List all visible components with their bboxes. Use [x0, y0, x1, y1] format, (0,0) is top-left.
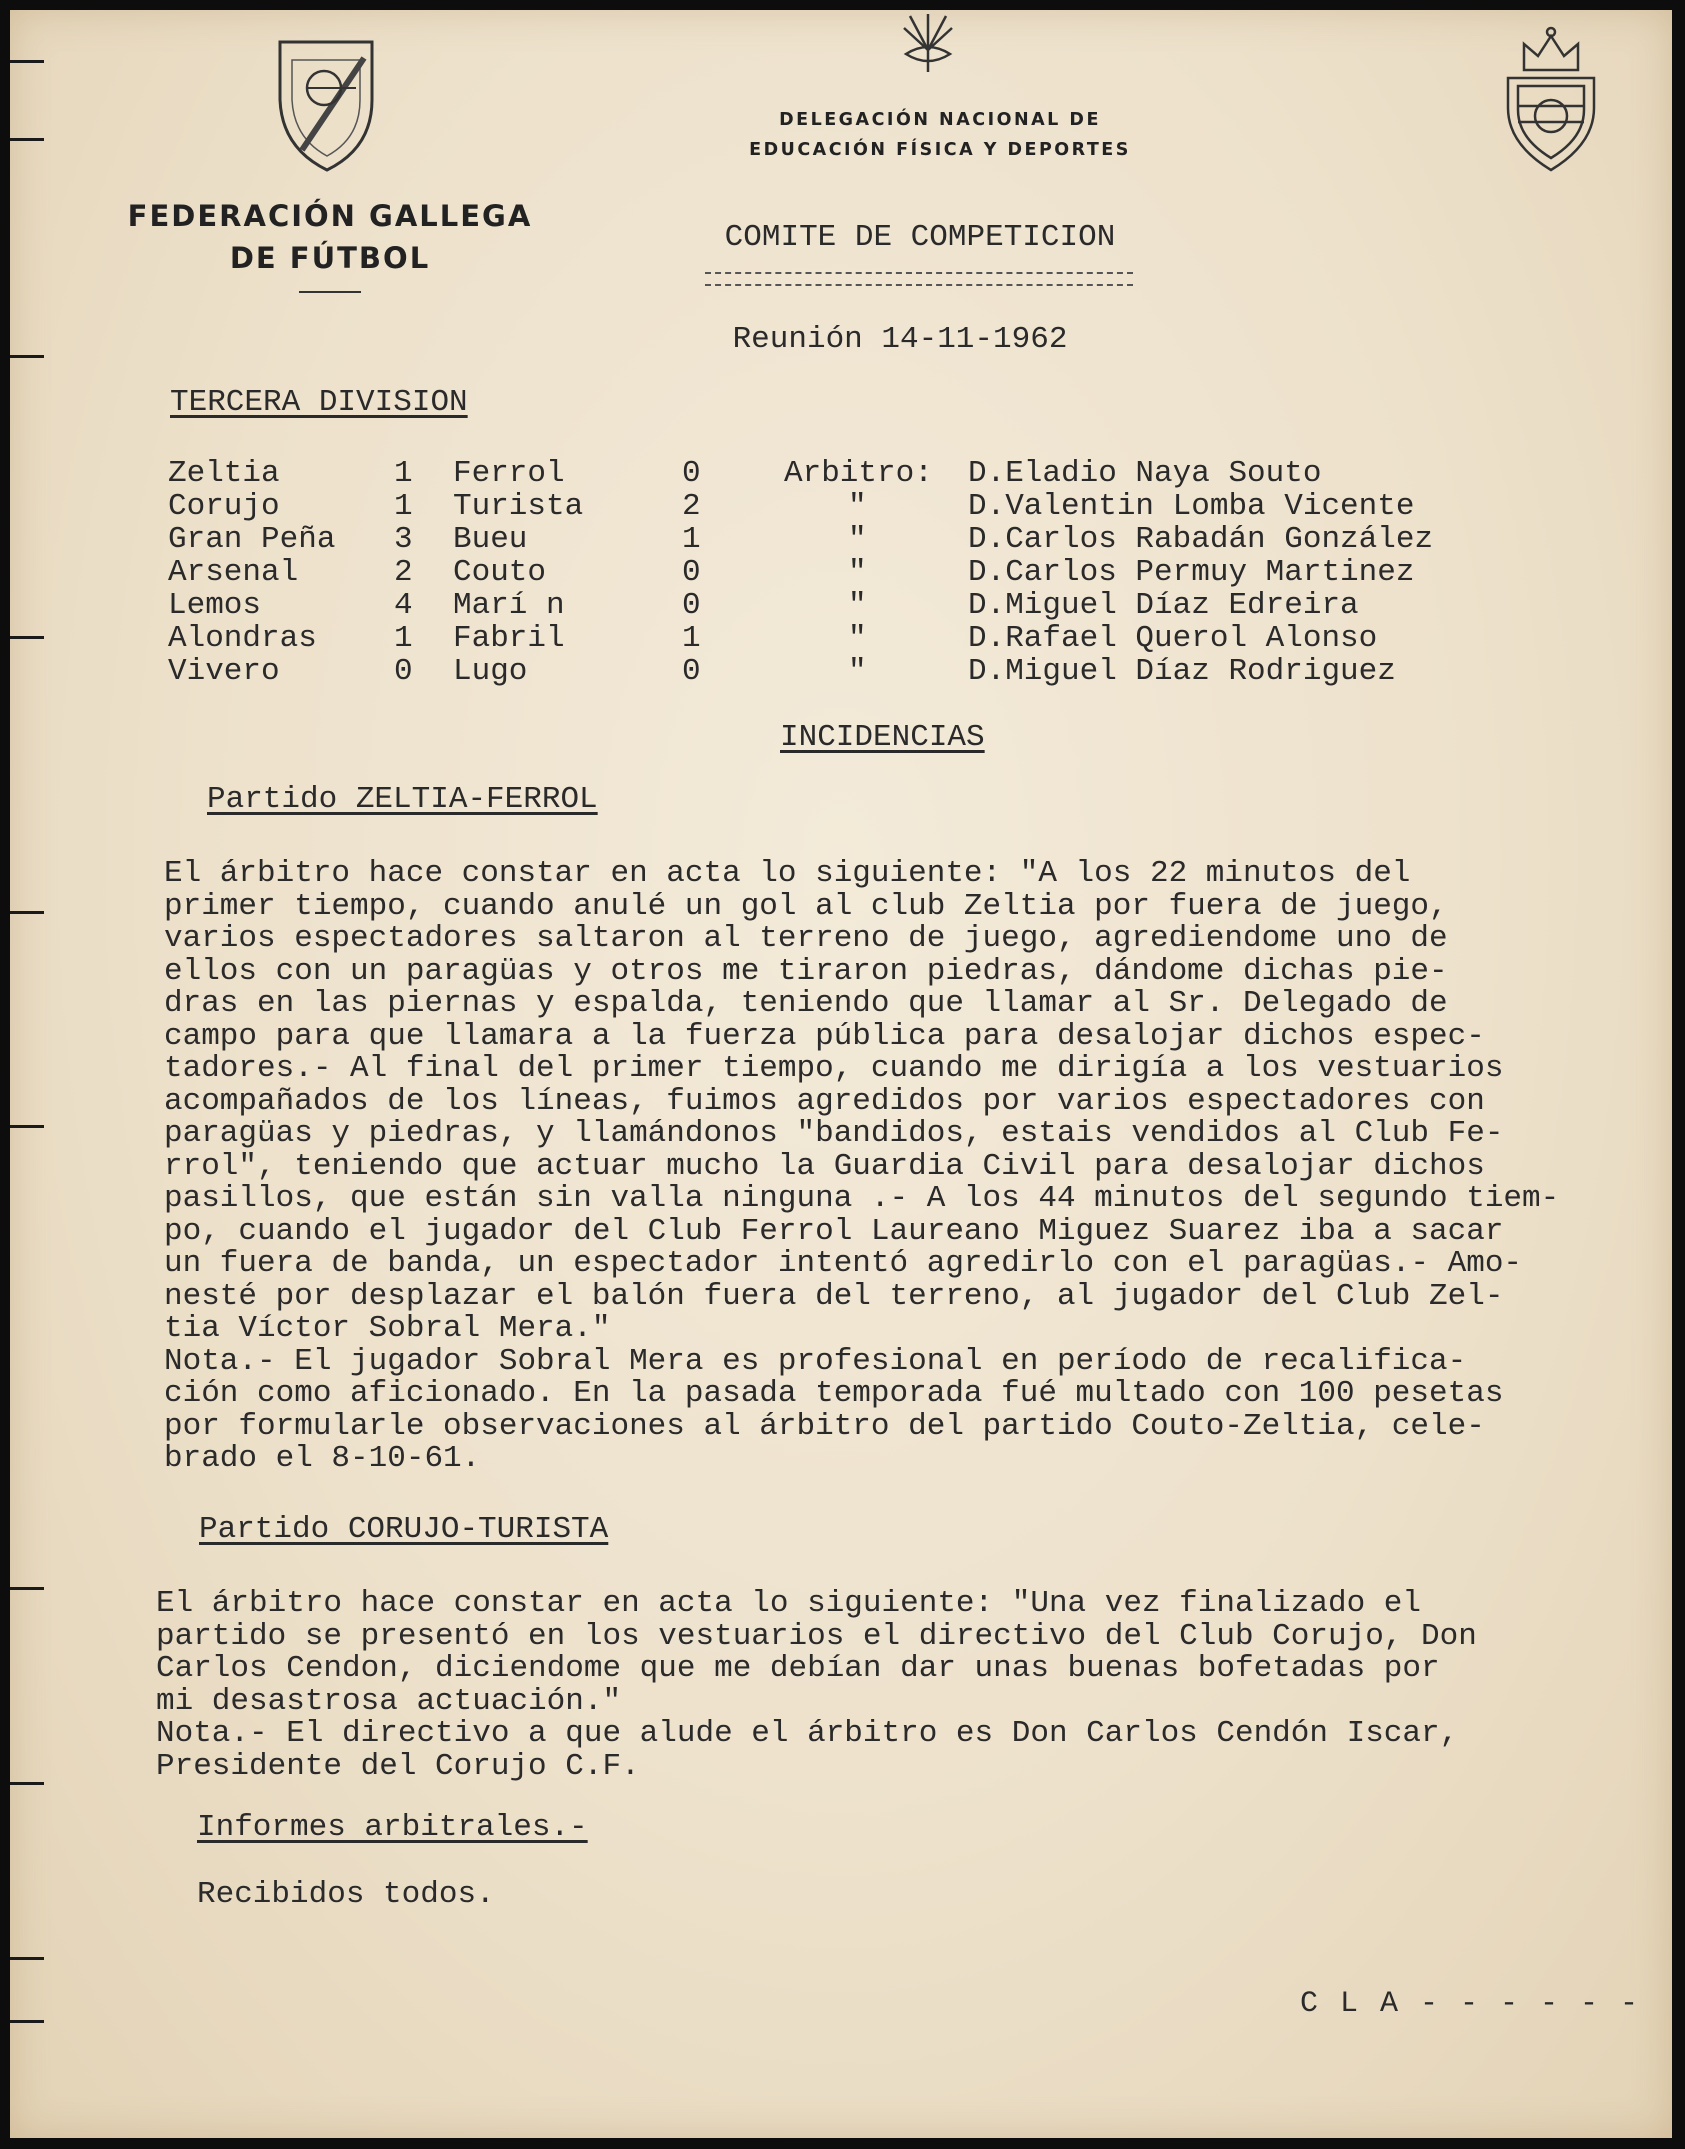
document-page: [10, 10, 1672, 2138]
report-line: brado el 8-10-61.: [164, 1441, 481, 1476]
footer-code: C L A - - - - - -: [1300, 1987, 1641, 2021]
federation-name: [120, 195, 540, 293]
home-team: Gran Peña: [168, 522, 336, 557]
result-row: [168, 621, 1378, 656]
binder-mark: [10, 1782, 44, 1785]
result-row: [168, 588, 1359, 623]
referee-name: D.Miguel Díaz Rodriguez: [968, 654, 1396, 689]
home-team: Alondras: [168, 621, 317, 656]
binder-mark: [10, 1957, 44, 1960]
referee-ditto: ": [848, 555, 867, 590]
report-line: campo para que llamara a la fuerza pública para desalojar dichos espec-: [164, 1018, 1485, 1054]
away-team: Marí n: [453, 588, 565, 623]
referee-ditto: ": [848, 654, 867, 689]
away-team: Ferrol: [453, 456, 565, 491]
away-team: Fabril: [453, 621, 565, 656]
report-line: por formularle observaciones al árbitro del partido Couto-Zeltia, cele-: [164, 1408, 1485, 1444]
yoke-arrows-emblem-icon: [898, 10, 958, 80]
referee-name: D.Carlos Rabadán González: [968, 522, 1434, 557]
away-score: 0: [682, 588, 701, 623]
report-line: rrol", teniendo que actuar mucho la Guardia Civil para desalojar dichos: [164, 1148, 1485, 1184]
referee-ditto: ": [848, 588, 867, 623]
referee-ditto: ": [848, 621, 867, 656]
incidents-title: INCIDENCIAS: [780, 720, 985, 755]
referee-reports-text: Recibidos todos.: [197, 1877, 495, 1912]
home-team: Lemos: [168, 588, 262, 623]
away-team: Couto: [453, 555, 547, 590]
report-line: tadores.- Al final del primer tiempo, cuando me dirigía a los vestuarios: [164, 1051, 1504, 1086]
referee-reports-title: Informes arbitrales.-: [197, 1810, 588, 1845]
home-score: 4: [394, 588, 413, 623]
report-line: nesté por desplazar el balón fuera del terreno, al jugador del Club Zel-: [164, 1278, 1504, 1314]
delegation-line1: DELEGACIÓN NACIONAL DE: [779, 110, 1101, 130]
home-team: Vivero: [168, 654, 280, 689]
report-line: Nota.- El jugador Sobral Mera es profesional en período de recalifica-: [164, 1343, 1467, 1379]
home-score: 3: [394, 522, 413, 557]
match1-title: Partido ZELTIA-FERROL: [207, 782, 598, 817]
report-line: Presidente del Corujo C.F.: [156, 1748, 640, 1784]
binder-mark: [10, 911, 44, 914]
result-row: [168, 489, 1415, 524]
report-line: un fuera de banda, un espectador intentó agredirlo con el paragüas.- Amo-: [164, 1246, 1523, 1281]
referee-label: Arbitro:: [784, 456, 933, 491]
referee-ditto: ": [848, 489, 867, 524]
result-row: [168, 456, 1322, 491]
report-line: pasillos, que están sin valla ninguna .- A los 44 minutos del segundo tiem-: [164, 1181, 1560, 1216]
referee-ditto: ": [848, 522, 867, 557]
away-score: 2: [682, 489, 701, 524]
result-row: [168, 654, 1396, 689]
binder-mark: [10, 1125, 44, 1128]
report-line: Carlos Cendon, diciendome que me debían dar unas buenas bofetadas por: [156, 1651, 1440, 1686]
home-team: Zeltia: [168, 456, 280, 491]
report-line: po, cuando el jugador del Club Ferrol Laureano Miguez Suarez iba a sacar: [164, 1213, 1504, 1249]
away-score: 0: [682, 456, 701, 491]
referee-name: D.Carlos Permuy Martinez: [968, 555, 1415, 590]
referee-name: D.Rafael Querol Alonso: [968, 621, 1378, 656]
away-score: 0: [682, 555, 701, 590]
away-team: Turista: [453, 489, 584, 524]
report-line: acompañados de los líneas, fuimos agredidos por varios espectadores con: [164, 1083, 1485, 1119]
match2-title: Partido CORUJO-TURISTA: [199, 1512, 609, 1547]
report-line: primer tiempo, cuando anulé un gol al club Zeltia por fuera de juego,: [164, 888, 1448, 924]
title-double-rule: [705, 272, 1133, 286]
referee-name: D.Valentin Lomba Vicente: [968, 489, 1415, 524]
binder-mark: [10, 138, 44, 141]
report-line: ellos con un paragüas y otros me tiraron piedras, dándome dichas pie-: [164, 953, 1448, 989]
home-score: 1: [394, 456, 413, 491]
federation-name-line2: DE FÚTBOL: [229, 241, 431, 275]
report-line: partido se presentó en los vestuarios el directivo del Club Corujo, Don: [156, 1618, 1477, 1654]
report-line: tia Víctor Sobral Mera.": [164, 1311, 611, 1346]
report-line: El árbitro hace constar en acta lo siguiente: "Una vez finalizado el: [156, 1586, 1422, 1621]
match1-report: [164, 858, 1654, 1476]
away-team: Lugo: [453, 654, 528, 689]
result-row: [168, 522, 1434, 557]
referee-name: D.Miguel Díaz Edreira: [968, 588, 1359, 623]
home-score: 2: [394, 555, 413, 590]
report-line: ción como aficionado. En la pasada temporada fué multado con 100 pesetas: [164, 1376, 1504, 1411]
binder-mark: [10, 636, 44, 639]
delegation-line2: EDUCACIÓN FÍSICA Y DEPORTES: [749, 140, 1131, 160]
binder-mark: [10, 1587, 44, 1590]
binder-mark: [10, 355, 44, 358]
away-team: Bueu: [453, 522, 528, 557]
binder-mark: [10, 2020, 44, 2023]
referee-name: D.Eladio Naya Souto: [968, 456, 1322, 491]
home-team: Corujo: [168, 489, 280, 524]
away-score: 0: [682, 654, 701, 689]
division-title: TERCERA DIVISION: [170, 385, 468, 420]
match2-report: [156, 1588, 1646, 1783]
report-line: paragüas y piedras, y llamándonos "bandidos, estais vendidos al Club Fe-: [164, 1116, 1504, 1151]
report-line: mi desastrosa actuación.": [156, 1683, 622, 1719]
report-line: dras en las piernas y espalda, teniendo que llamar al Sr. Delegado de: [164, 986, 1448, 1021]
results-table: [168, 456, 1434, 689]
away-score: 1: [682, 522, 701, 557]
home-score: 0: [394, 654, 413, 689]
home-team: Arsenal: [168, 555, 299, 590]
result-row: [168, 555, 1415, 590]
delegation-name: [730, 105, 1150, 165]
report-line: varios espectadores saltaron al terreno de juego, agrediendome uno de: [164, 921, 1448, 956]
home-score: 1: [394, 489, 413, 524]
report-line: Nota.- El directivo a que alude el árbitro es Don Carlos Cendón Iscar,: [156, 1716, 1459, 1751]
meeting-date: Reunión 14-11-1962: [732, 322, 1068, 357]
home-score: 1: [394, 621, 413, 656]
federation-crest-icon: [272, 30, 382, 180]
report-line: El árbitro hace constar en acta lo siguiente: "A los 22 minutos del: [164, 856, 1411, 891]
royal-crown-crest-icon: [1496, 22, 1606, 172]
document-title: COMITE DE COMPETICION: [724, 220, 1116, 255]
binder-mark: [10, 60, 44, 63]
away-score: 1: [682, 621, 701, 656]
federation-name-line1: FEDERACIÓN GALLEGA: [127, 199, 533, 233]
federation-name-rule: [299, 291, 361, 293]
